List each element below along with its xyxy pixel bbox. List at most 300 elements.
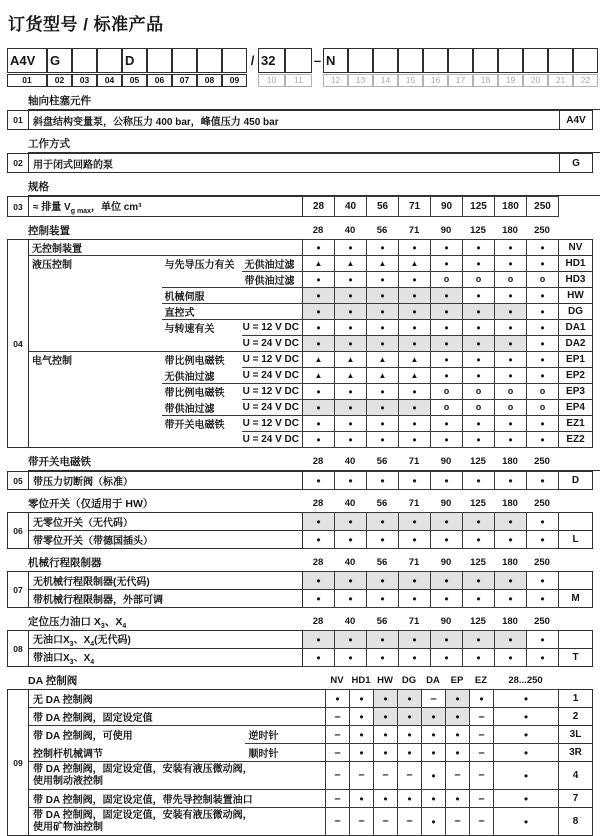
symbol-cell [367, 320, 399, 336]
dot-symbol: ● [316, 594, 321, 603]
dash-symbol: – [382, 769, 389, 781]
dot-symbol: ● [383, 712, 388, 721]
symbol-cell [398, 808, 422, 836]
code-box-value: N [326, 53, 336, 68]
symbol-cell [463, 472, 495, 490]
symbol-cell [527, 320, 559, 336]
symbol-cell [399, 336, 431, 352]
dash-symbol: – [334, 710, 341, 723]
symbol-cell [303, 288, 335, 304]
code-box [285, 48, 312, 73]
symbol-cell [422, 790, 446, 808]
code-cell: EZ2 [559, 432, 593, 448]
row-label: 带机械行程限制器，外部可调 [29, 590, 303, 608]
symbol-cell [431, 368, 463, 384]
code-cell: 8 [559, 808, 593, 836]
symbol-cell [374, 808, 398, 836]
dot-symbol: ● [455, 794, 460, 803]
dot-symbol: ● [407, 794, 412, 803]
row-number: 06 [8, 513, 29, 549]
symbol-cell [303, 256, 335, 272]
symbol-cell [303, 400, 335, 416]
row-label-l1 [29, 384, 162, 400]
symbol-cell [335, 320, 367, 336]
row-label-l2: 带比例电磁铁 [162, 384, 242, 400]
symbol-cell [399, 649, 431, 667]
symbol-cell [527, 432, 559, 448]
row-number: 08 [8, 631, 29, 667]
symbol-cell [495, 572, 527, 590]
symbol-cell [463, 368, 495, 384]
size-column-header: 40 [344, 498, 356, 509]
symbol-cell [399, 320, 431, 336]
dot-symbol: ● [412, 339, 417, 348]
size-column-header: 40 [344, 557, 356, 568]
symbol-cell [495, 590, 527, 608]
table-row [8, 690, 593, 708]
code-box [548, 48, 573, 73]
dash-symbol: – [478, 815, 485, 827]
dot-symbol: ● [431, 712, 436, 721]
circ-symbol: o [443, 402, 450, 412]
dot-symbol: ● [316, 419, 321, 428]
row-sublabel: 顺时针 [245, 744, 326, 762]
row-label-l3: U = 12 V DC [242, 416, 303, 432]
code-cell: G [560, 154, 593, 173]
dot-symbol: ● [316, 291, 321, 300]
dot-symbol: ● [383, 748, 388, 757]
dot-symbol: ● [380, 576, 385, 585]
dot-symbol: ● [431, 730, 436, 739]
dot-symbol: ● [508, 517, 513, 526]
size-column-header: 40 [344, 616, 356, 627]
code-box [473, 48, 498, 73]
section-heading-title: 轴向柱塞元件 [28, 95, 91, 107]
symbol-cell [335, 256, 367, 272]
symbol-cell [335, 590, 367, 608]
symbol-cell [494, 690, 559, 708]
symbol-cell [527, 336, 559, 352]
dot-symbol: ● [380, 403, 385, 412]
code-box-value: 32 [261, 53, 276, 68]
section-heading-title: 工作方式 [28, 138, 70, 150]
symbol-cell [398, 726, 422, 744]
dot-symbol: ● [316, 323, 321, 332]
size-column-header: 56 [376, 225, 388, 236]
dash-symbol: – [406, 769, 413, 781]
circ-symbol: o [475, 402, 482, 412]
dot-symbol: ● [523, 794, 529, 803]
symbol-cell [399, 240, 431, 256]
section-heading-title: DA 控制阀 [28, 675, 78, 687]
symbol-cell [431, 513, 463, 531]
symbol-cell [367, 304, 399, 320]
row-label-l2 [162, 432, 242, 448]
code-box-value: G [50, 53, 61, 68]
symbol-cell [367, 240, 399, 256]
section-02 [7, 137, 600, 173]
table-row [8, 726, 593, 744]
dot-symbol: ● [455, 712, 460, 721]
table-row [8, 432, 593, 448]
symbol-cell [495, 400, 527, 416]
size-cell: 71 [399, 197, 431, 217]
dash-symbol: – [334, 815, 341, 827]
dot-symbol: ● [476, 291, 481, 300]
row-label-l1: 无控制装置 [32, 244, 82, 255]
dot-symbol: ● [412, 635, 417, 644]
table-row [8, 400, 593, 416]
symbol-cell [463, 288, 495, 304]
dot-symbol: ● [508, 339, 513, 348]
code-cell: EP1 [559, 352, 593, 368]
size-cell: 125 [463, 197, 495, 217]
row-label-l1: 液压控制 [29, 256, 162, 272]
symbol-cell [463, 400, 495, 416]
column-header: NV [330, 675, 344, 686]
dot-symbol: ● [316, 517, 321, 526]
code-box [122, 48, 147, 73]
dot-symbol: ● [383, 694, 388, 703]
column-headers [325, 674, 558, 688]
symbol-cell [463, 336, 495, 352]
symbol-cell [431, 649, 463, 667]
dot-symbol: ● [476, 435, 481, 444]
symbol-cell [303, 384, 335, 400]
symbol-cell [303, 352, 335, 368]
dot-symbol: ● [540, 419, 545, 428]
row-label-l1 [29, 288, 162, 304]
row-label-l2: 机械伺服 [162, 288, 242, 304]
tri-symbol: ▲ [378, 355, 387, 364]
size-column-header: 90 [440, 225, 452, 236]
dot-symbol: ● [444, 243, 449, 252]
sizes-header [302, 497, 558, 511]
symbol-cell [303, 572, 335, 590]
symbol-cell [494, 762, 559, 790]
symbol-cell [367, 513, 399, 531]
section-09 [7, 674, 600, 836]
symbol-cell [495, 288, 527, 304]
dot-symbol: ● [476, 576, 481, 585]
dot-symbol: ● [316, 535, 321, 544]
size-column-header: 71 [408, 498, 420, 509]
section-01 [7, 94, 600, 130]
dot-symbol: ● [407, 712, 412, 721]
symbol-cell [367, 288, 399, 304]
symbol-cell [446, 762, 470, 790]
symbol-cell [431, 590, 463, 608]
symbol-cell [350, 690, 374, 708]
section-05 [7, 455, 600, 490]
code-cell: 3R [559, 744, 593, 762]
row-label-l2: 带供油过滤 [164, 403, 215, 415]
row-label-l1 [29, 320, 162, 336]
dot-symbol: ● [348, 339, 353, 348]
symbol-cell [446, 790, 470, 808]
symbol-cell [399, 368, 431, 384]
dot-symbol: ● [540, 371, 545, 380]
symbol-cell [470, 708, 494, 726]
symbol-cell [495, 256, 527, 272]
sizes-header [302, 224, 558, 238]
dot-symbol: ● [380, 291, 385, 300]
symbol-cell [463, 416, 495, 432]
dot-symbol: ● [359, 748, 364, 757]
dot-symbol: ● [412, 535, 417, 544]
code-box-number: 16 [423, 74, 448, 87]
symbol-cell [367, 336, 399, 352]
dot-symbol: ● [412, 576, 417, 585]
dash-symbol: – [334, 728, 341, 741]
code-box-number: 03 [72, 74, 97, 87]
page-title: 订货型号 / 标准产品 [8, 15, 164, 34]
section-heading-title: 定位压力油口 $X_3$、$X_4$ [28, 616, 127, 631]
symbol-cell [495, 631, 527, 649]
dot-symbol: ● [348, 291, 353, 300]
row-label-l1 [29, 432, 162, 448]
code-cell: 7 [559, 790, 593, 808]
size-column-header: 90 [440, 557, 452, 568]
row-label: 无零位开关（无代码） [29, 513, 303, 531]
row-label-l3: U = 24 V DC [242, 432, 303, 448]
dot-symbol: ● [316, 635, 321, 644]
code-box-number: 11 [285, 74, 312, 87]
dot-symbol: ● [540, 339, 545, 348]
dot-symbol: ● [476, 259, 481, 268]
table-row [8, 197, 593, 217]
circ-symbol: o [475, 274, 482, 284]
row-label-l1 [29, 368, 162, 384]
symbol-cell [398, 690, 422, 708]
dot-symbol: ● [540, 594, 545, 603]
dash-symbol: – [430, 692, 437, 705]
section-heading-title: 规格 [28, 181, 49, 193]
dot-symbol: ● [540, 517, 545, 526]
symbol-cell [326, 690, 350, 708]
symbol-cell [495, 304, 527, 320]
dot-symbol: ● [380, 275, 385, 284]
code-cell: HD3 [559, 272, 593, 288]
dot-symbol: ● [476, 594, 481, 603]
symbol-cell [527, 384, 559, 400]
dot-symbol: ● [540, 259, 545, 268]
dot-symbol: ● [444, 435, 449, 444]
code-box [7, 48, 47, 73]
dot-symbol: ● [412, 387, 417, 396]
sizes-header [302, 615, 558, 629]
dot-symbol: ● [316, 243, 321, 252]
symbol-cell [495, 368, 527, 384]
dot-symbol: ● [316, 307, 321, 316]
dot-symbol: ● [348, 419, 353, 428]
dot-symbol: ● [412, 419, 417, 428]
code-cell: 2 [559, 708, 593, 726]
row-label-l3: U = 12 V DC [242, 352, 303, 368]
symbol-cell [303, 240, 335, 256]
symbol-cell [303, 304, 335, 320]
symbol-cell [463, 531, 495, 549]
symbol-cell [374, 690, 398, 708]
symbol-cell [431, 432, 463, 448]
tri-symbol: ▲ [378, 371, 387, 380]
symbol-cell [527, 513, 559, 531]
row-label: 带 DA 控制阀，固定设定值 [29, 708, 326, 726]
symbol-cell [431, 240, 463, 256]
dot-symbol: ● [508, 355, 513, 364]
symbol-cell [303, 649, 335, 667]
dot-symbol: ● [412, 594, 417, 603]
dot-symbol: ● [348, 576, 353, 585]
circ-symbol: o [507, 274, 514, 284]
row-label-l3 [242, 288, 303, 304]
symbol-cell [367, 432, 399, 448]
dot-symbol: ● [412, 435, 417, 444]
row-label-l2: 无供油过滤 [164, 371, 215, 383]
section-heading-title: 机械行程限制器 [28, 557, 102, 569]
symbol-cell [367, 416, 399, 432]
dot-symbol: ● [316, 275, 321, 284]
dot-symbol: ● [316, 387, 321, 396]
symbol-cell [350, 708, 374, 726]
dot-symbol: ● [348, 476, 353, 485]
symbol-cell [431, 256, 463, 272]
table-row [8, 288, 593, 304]
dot-symbol: ● [508, 243, 513, 252]
section-04 [7, 224, 600, 448]
row-label-l3: U = 12 V DC [242, 384, 303, 400]
code-box-number: 17 [448, 74, 473, 87]
symbol-cell [470, 744, 494, 762]
row-label: 斜盘结构变量泵，公称压力 400 bar，峰值压力 450 bar [29, 111, 560, 130]
dot-symbol: ● [316, 435, 321, 444]
dot-symbol: ● [412, 275, 417, 284]
code-box-number: 05 [122, 74, 147, 87]
dot-symbol: ● [348, 653, 353, 662]
dot-symbol: ● [540, 653, 545, 662]
size-column-header: 28 [312, 456, 324, 467]
dot-symbol: ● [380, 653, 385, 662]
dot-symbol: ● [444, 323, 449, 332]
dot-symbol: ● [508, 535, 513, 544]
symbol-cell [494, 708, 559, 726]
column-header: HW [377, 675, 393, 686]
row-label: 无机械行程限制器(无代码) [29, 572, 303, 590]
dot-symbol: ● [348, 517, 353, 526]
row-label-l2: 带开关电磁铁 [162, 416, 242, 432]
row-label-l3 [242, 240, 303, 256]
dot-symbol: ● [380, 323, 385, 332]
symbol-cell [463, 352, 495, 368]
symbol-cell [367, 400, 399, 416]
symbol-cell [399, 256, 431, 272]
dot-symbol: ● [540, 635, 545, 644]
symbol-cell [431, 288, 463, 304]
symbol-cell [495, 513, 527, 531]
symbol-cell [335, 513, 367, 531]
symbol-cell [470, 808, 494, 836]
symbol-cell [527, 572, 559, 590]
section-heading [28, 556, 600, 571]
dot-symbol: ● [540, 576, 545, 585]
table-row [8, 790, 593, 808]
table-row [8, 154, 593, 173]
section-06 [7, 497, 600, 549]
symbol-cell [422, 808, 446, 836]
code-box [348, 48, 373, 73]
symbol-cell [367, 590, 399, 608]
order-table [7, 571, 593, 608]
row-label-l2: 与先导压力有关 [162, 256, 242, 272]
code-box-number: 04 [97, 74, 122, 87]
row-number: 07 [8, 572, 29, 608]
symbol-cell [367, 272, 399, 288]
tri-symbol: ▲ [410, 371, 419, 380]
symbol-cell [303, 631, 335, 649]
code-box [423, 48, 448, 73]
column-header: DG [401, 675, 417, 686]
dot-symbol: ● [455, 730, 460, 739]
dot-symbol: ● [444, 517, 449, 526]
dot-symbol: ● [444, 576, 449, 585]
symbol-cell [495, 531, 527, 549]
symbol-cell [303, 368, 335, 384]
dot-symbol: ● [479, 694, 484, 703]
dot-symbol: ● [380, 307, 385, 316]
column-header: EZ [474, 675, 488, 686]
row-number: 09 [8, 690, 29, 836]
section-heading [28, 674, 600, 689]
dot-symbol: ● [380, 435, 385, 444]
symbol-cell [367, 649, 399, 667]
row-label: 带 DA 控制阀，固定设定值，带先导控制装置油口 [29, 790, 326, 808]
tri-symbol: ▲ [378, 259, 387, 268]
code-box-number: 07 [172, 74, 197, 87]
dot-symbol: ● [444, 635, 449, 644]
size-column-header: 250 [534, 616, 550, 627]
dot-symbol: ● [380, 339, 385, 348]
table-row [8, 304, 593, 320]
dot-symbol: ● [444, 594, 449, 603]
dot-symbol: ● [412, 323, 417, 332]
dot-symbol: ● [407, 694, 412, 703]
tri-symbol: ▲ [346, 259, 355, 268]
row-number: 02 [8, 154, 29, 173]
table-row [8, 531, 593, 549]
symbol-cell [494, 744, 559, 762]
dot-symbol: ● [444, 307, 449, 316]
dot-symbol: ● [476, 535, 481, 544]
circ-symbol: o [539, 386, 546, 396]
symbol-cell [431, 320, 463, 336]
table-row [8, 256, 593, 272]
symbol-cell [335, 572, 367, 590]
symbol-cell [463, 432, 495, 448]
symbol-cell [463, 256, 495, 272]
table-row [8, 808, 593, 836]
symbol-cell [431, 531, 463, 549]
dot-symbol: ● [359, 794, 364, 803]
size-column-header: 28 [312, 498, 324, 509]
code-box [573, 48, 598, 73]
sizes-header [302, 455, 558, 469]
dash-symbol: – [334, 792, 341, 805]
symbol-cell [398, 744, 422, 762]
symbol-cell [463, 240, 495, 256]
dot-symbol: ● [540, 307, 545, 316]
size-column-header: 90 [440, 616, 452, 627]
symbol-cell [495, 649, 527, 667]
